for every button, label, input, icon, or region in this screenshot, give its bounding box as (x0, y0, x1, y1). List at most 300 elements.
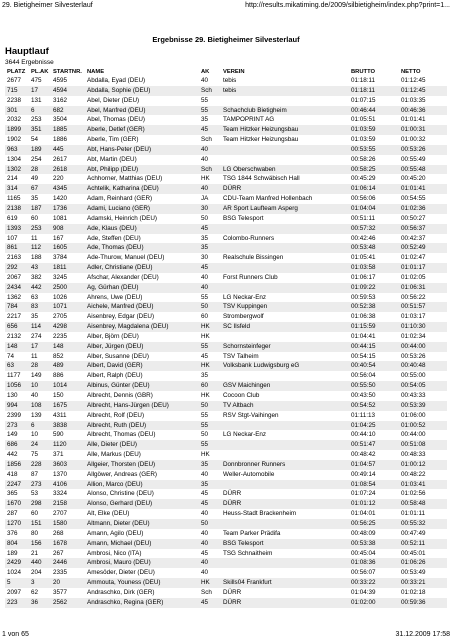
platz-cell: 273 (5, 421, 29, 431)
brutto-cell: 00:53:48 (349, 243, 399, 253)
ak-cell: 45 (201, 352, 209, 360)
startnr-cell: 4311 (53, 411, 67, 419)
verein-cell (221, 519, 349, 529)
column-header-name: NAME (87, 69, 105, 75)
table-row (5, 165, 447, 175)
table-row (5, 411, 447, 421)
table-row (5, 499, 447, 509)
platz-cell: 314 (5, 184, 29, 194)
netto-cell: 00:58:48 (399, 499, 447, 509)
verein-cell: Schornsteinfeger (221, 342, 349, 352)
netto-cell: 01:12:45 (399, 86, 447, 96)
table-row (5, 135, 447, 145)
platz-cell: 2217 (7, 313, 22, 321)
startnr-cell: 2562 (51, 598, 85, 608)
startnr-cell: 371 (53, 451, 64, 459)
name-cell: Adler, Christiane (DEU) (85, 263, 199, 273)
table-row (5, 204, 447, 214)
netto-cell: 00:53:39 (399, 401, 447, 411)
ak-cell: 55 (201, 96, 209, 104)
ak-cell: 60 (199, 381, 221, 391)
brutto-cell: 00:48:42 (351, 451, 376, 459)
pl-ak-cell: 60 (31, 510, 39, 518)
netto-cell: 01:03:35 (401, 96, 426, 104)
netto-cell: 00:46:36 (399, 106, 447, 116)
pl-ak-cell: 382 (31, 273, 42, 281)
table-row (5, 352, 447, 362)
ak-cell: 40 (199, 145, 221, 155)
verein-cell: Donnbronner Runners (221, 460, 349, 470)
verein-cell (221, 480, 349, 490)
table-row (5, 214, 447, 224)
table-row (5, 529, 447, 539)
startnr-cell: 1886 (53, 136, 68, 144)
name-cell: Andraschko, Dirk (GER) (87, 588, 155, 596)
netto-cell: 00:53:26 (401, 352, 426, 360)
name-cell: Albrecht, Hans-Jürgen (DEU) (85, 401, 199, 411)
pl-ak-cell: 21 (31, 549, 39, 557)
ak-cell: 45 (199, 499, 221, 509)
ak-cell: 45 (199, 125, 221, 135)
ak-cell: 45 (199, 598, 221, 608)
print-datetime: 31.12.2009 17:58 (395, 631, 450, 638)
pl-ak-cell: 10 (31, 431, 39, 439)
netto-cell: 00:50:27 (401, 214, 426, 222)
startnr-cell: 3324 (53, 490, 68, 498)
pl-ak-cell: 442 (29, 283, 51, 293)
ak-cell: 40 (199, 184, 221, 194)
verein-cell: BSG Telesport (221, 539, 349, 549)
verein-cell (221, 96, 349, 106)
name-cell: Allion, Marco (DEU) (85, 480, 199, 490)
brutto-cell: 01:03:58 (349, 263, 399, 273)
name-cell: Amesöder, Dieter (DEU) (87, 569, 155, 577)
name-cell: Alle, Dieter (DEU) (85, 440, 199, 450)
table-row (5, 440, 447, 450)
startnr-cell: 1736 (51, 204, 85, 214)
netto-cell: 01:01:17 (399, 263, 447, 273)
ak-cell: 45 (201, 490, 209, 498)
pl-ak-cell: 49 (31, 175, 39, 183)
netto-cell: 00:44:00 (399, 342, 447, 352)
table-row (5, 302, 447, 312)
startnr-cell: 1120 (51, 440, 85, 450)
pl-ak-cell: 131 (31, 96, 42, 104)
ak-cell: 50 (199, 401, 221, 411)
ak-cell: 40 (201, 155, 209, 163)
result-count: 3644 Ergebnisse (5, 59, 54, 66)
netto-cell: 00:53:49 (401, 569, 426, 577)
pl-ak-cell: 228 (29, 460, 51, 470)
results-table (5, 68, 447, 608)
brutto-cell: 00:59:53 (351, 293, 376, 301)
brutto-cell: 01:15:59 (349, 322, 399, 332)
pl-ak-cell: 112 (29, 243, 51, 253)
pl-ak-cell: 440 (29, 558, 51, 568)
verein-cell: Cocoon Club (223, 392, 260, 399)
verein-cell: GSV Maichingen (221, 381, 349, 391)
table-row (5, 430, 447, 440)
table-row (5, 391, 447, 401)
name-cell: Alonso, Christine (DEU) (87, 490, 154, 498)
ak-cell: 40 (199, 539, 221, 549)
netto-cell: 00:54:55 (401, 195, 426, 203)
platz-cell: 784 (5, 302, 29, 312)
platz-cell: 2138 (5, 204, 29, 214)
verein-cell: LG Oberschwaben (221, 165, 349, 175)
name-cell: Aisenbrey, Edgar (DEU) (87, 313, 155, 321)
startnr-cell: 267 (53, 549, 64, 557)
startnr-cell: 2500 (51, 283, 85, 293)
name-cell: Ammouta, Youness (DEU) (85, 578, 199, 588)
platz-cell: 2132 (7, 332, 22, 340)
pl-ak-cell: 253 (29, 224, 51, 234)
table-row (5, 342, 447, 352)
platz-cell: 1270 (5, 519, 29, 529)
name-cell: Alber, Susanne (DEU) (87, 352, 149, 360)
startnr-cell: 3245 (53, 273, 68, 281)
pl-ak-cell: 63 (31, 293, 39, 301)
verein-cell: RSV Stgt-Vaihingen (223, 411, 279, 419)
ak-cell: 45 (199, 263, 221, 273)
table-row (5, 115, 447, 125)
ak-cell: 40 (201, 510, 209, 518)
brutto-cell: 01:03:59 (351, 136, 376, 144)
ak-cell: HK (201, 392, 210, 399)
name-cell: Amann, Agilo (DEU) (87, 529, 144, 537)
name-cell: Albrecht, Rolf (DEU) (87, 411, 145, 419)
brutto-cell: 01:05:41 (351, 254, 376, 262)
table-row (5, 371, 447, 381)
ak-cell: 40 (201, 77, 209, 84)
verein-cell: TSV Kuppingen (221, 302, 349, 312)
startnr-cell: 4595 (53, 77, 68, 84)
brutto-cell: 01:08:36 (349, 558, 399, 568)
pl-ak-cell: 475 (31, 77, 42, 84)
pl-ak-cell: 24 (29, 440, 51, 450)
ak-cell: 40 (199, 283, 221, 293)
verein-cell: DÜRR (223, 490, 242, 498)
startnr-cell: 1081 (53, 214, 68, 222)
ak-cell: HK (201, 332, 210, 340)
netto-cell: 00:47:49 (401, 529, 426, 537)
netto-cell: 01:00:31 (399, 125, 447, 135)
name-cell: Ahrens, Uwe (DEU) (87, 293, 143, 301)
pl-ak-cell: 35 (31, 195, 39, 203)
netto-cell: 00:56:37 (399, 224, 447, 234)
startnr-cell: 2446 (51, 558, 85, 568)
name-cell: Alt, Elke (DEU) (87, 510, 130, 518)
startnr-cell: 1071 (51, 302, 85, 312)
pl-ak-cell: 83 (29, 302, 51, 312)
pl-ak-cell: 40 (31, 392, 39, 399)
verein-cell: Realschule Bissingen (223, 254, 284, 262)
pl-ak-cell: 35 (31, 313, 39, 321)
brutto-cell: 01:06:38 (351, 313, 376, 321)
brutto-cell: 00:54:15 (351, 352, 376, 360)
name-cell: Adami, Luciano (GER) (85, 204, 199, 214)
platz-cell: 1056 (5, 381, 29, 391)
table-row (5, 332, 447, 342)
pl-ak-cell: 156 (29, 539, 51, 549)
startnr-cell: 1675 (51, 401, 85, 411)
netto-cell: 00:42:37 (401, 234, 426, 242)
brutto-cell: 00:46:44 (349, 106, 399, 116)
netto-cell: 01:03:41 (399, 480, 447, 490)
netto-cell: 00:51:08 (399, 440, 447, 450)
startnr-cell: 4106 (51, 480, 85, 490)
netto-cell: 01:06:00 (401, 411, 426, 419)
platz-cell: 2399 (7, 411, 22, 419)
startnr-cell: 2617 (53, 155, 68, 163)
platz-cell: 376 (7, 529, 18, 537)
table-row (5, 76, 447, 86)
ak-cell: 35 (201, 116, 209, 124)
netto-cell: 00:55:49 (401, 155, 426, 163)
platz-cell: 2247 (5, 480, 29, 490)
name-cell: Amann, Michael (DEU) (85, 539, 199, 549)
verein-cell: TSG 1844 Schwäbisch Hall (223, 175, 300, 183)
verein-cell: Colombo-Runners (223, 234, 275, 242)
platz-cell: 149 (7, 431, 18, 439)
brutto-cell: 00:44:10 (351, 431, 376, 439)
ak-cell: 55 (201, 411, 209, 419)
table-row (5, 381, 447, 391)
ak-cell: 30 (199, 204, 221, 214)
table-row (5, 549, 447, 559)
brutto-cell: 01:06:14 (349, 184, 399, 194)
name-cell: Adam, Reinhard (GER) (87, 195, 153, 203)
name-cell: Albinus, Günter (DEU) (85, 381, 199, 391)
name-cell: Abt, Martin (DEU) (87, 155, 137, 163)
netto-cell: 01:02:18 (401, 588, 426, 596)
pl-ak-cell: 254 (31, 155, 42, 163)
brutto-cell: 01:02:00 (349, 598, 399, 608)
name-cell: Allgeier, Thorsten (DEU) (85, 460, 199, 470)
netto-cell: 01:01:11 (401, 510, 426, 518)
startnr-cell: 1885 (51, 125, 85, 135)
startnr-cell: 1580 (51, 519, 85, 529)
table-row (5, 155, 447, 165)
ak-cell: 40 (199, 558, 221, 568)
pl-ak-cell: 10 (29, 381, 51, 391)
table-row (5, 509, 447, 519)
platz-cell: 861 (5, 243, 29, 253)
verein-cell (221, 450, 349, 460)
ak-cell: HK (199, 361, 221, 371)
verein-cell: Strombergwolf (223, 313, 264, 321)
name-cell: Albrecht, Dennis (GBR) (87, 392, 153, 399)
pl-ak-cell: 43 (29, 263, 51, 273)
ak-cell: 30 (201, 254, 209, 262)
ak-cell: JA (201, 195, 209, 203)
startnr-cell: 1014 (51, 381, 85, 391)
netto-cell: 00:56:22 (401, 293, 426, 301)
pl-ak-cell: 53 (31, 490, 39, 498)
page-number: 1 von 65 (2, 631, 29, 638)
platz-cell: 715 (5, 86, 29, 96)
startnr-cell: 4345 (51, 184, 85, 194)
netto-cell: 00:55:32 (399, 519, 447, 529)
platz-cell: 1302 (5, 165, 29, 175)
name-cell: Allgöwer, Andreas (GER) (87, 470, 157, 478)
print-header (0, 0, 452, 12)
ak-cell: 35 (199, 460, 221, 470)
startnr-cell: 3784 (53, 254, 68, 262)
platz-cell: 2067 (7, 273, 22, 281)
brutto-cell: 00:52:38 (349, 302, 399, 312)
pl-ak-cell: 60 (31, 214, 39, 222)
pl-ak-cell: 204 (31, 569, 42, 577)
table-row (5, 450, 447, 460)
netto-cell: 00:45:01 (401, 549, 426, 557)
brutto-cell: 00:33:22 (349, 578, 399, 588)
platz-cell: 287 (7, 510, 18, 518)
ak-cell: 40 (201, 273, 209, 281)
platz-cell: 686 (5, 440, 29, 450)
netto-cell: 00:48:33 (401, 451, 426, 459)
name-cell: Aisenbrey, Magdalena (DEU) (85, 322, 199, 332)
name-cell: Achtelik, Katharina (DEU) (85, 184, 199, 194)
table-row (5, 243, 447, 253)
startnr-cell: 2158 (51, 499, 85, 509)
pl-ak-cell: 75 (31, 451, 39, 459)
pl-ak-cell: 54 (31, 136, 39, 144)
platz-cell: 994 (5, 401, 29, 411)
pl-ak-cell: 273 (29, 480, 51, 490)
platz-cell: 148 (5, 342, 29, 352)
ak-cell: 45 (201, 549, 209, 557)
table-row (5, 273, 447, 283)
verein-cell: CDU-Team Manfred Hollenbach (223, 195, 313, 203)
startnr-cell: 167 (53, 234, 64, 242)
brutto-cell: 00:56:07 (351, 569, 376, 577)
name-cell: Ade, Thomas (DEU) (85, 243, 199, 253)
platz-cell: 189 (7, 549, 18, 557)
pl-ak-cell: 351 (29, 125, 51, 135)
ak-cell: 50 (201, 431, 209, 439)
table-row (5, 460, 447, 470)
name-cell: Altmann, Dieter (DEU) (85, 519, 199, 529)
name-cell: Abt, Philipp (DEU) (85, 165, 199, 175)
name-cell: Alonso, Gerhard (DEU) (85, 499, 199, 509)
platz-cell: 1902 (7, 136, 22, 144)
pl-ak-cell: 36 (29, 598, 51, 608)
ak-cell: 40 (201, 470, 209, 478)
platz-cell: 1177 (7, 372, 21, 380)
netto-cell: 00:48:22 (401, 470, 426, 478)
verein-cell: DÜRR (221, 499, 349, 509)
verein-cell: LG Neckar-Enz (223, 293, 267, 301)
verein-cell (221, 224, 349, 234)
pl-ak-cell: 6 (29, 421, 51, 431)
platz-cell: 214 (7, 175, 18, 183)
name-cell: Albrecht, Thomas (DEU) (87, 431, 156, 439)
ak-cell: 35 (201, 234, 209, 242)
brutto-cell: 00:51:11 (351, 214, 376, 222)
table-row (5, 293, 447, 303)
table-row (5, 96, 447, 106)
print-footer (0, 628, 452, 638)
verein-cell: Schachclub Bietigheim (221, 106, 349, 116)
column-header-pl-ak: PL.AK (31, 69, 49, 75)
ak-cell: 50 (199, 519, 221, 529)
platz-cell: 2163 (7, 254, 22, 262)
startnr-cell: 268 (53, 529, 64, 537)
verein-cell: tebis (223, 77, 237, 84)
startnr-cell: 2335 (53, 569, 68, 577)
startnr-cell: 3162 (53, 96, 68, 104)
table-header-row (5, 68, 447, 76)
verein-cell (221, 440, 349, 450)
ak-cell: Sch (199, 86, 221, 96)
verein-cell: Weller-Automobile (223, 470, 275, 478)
brutto-cell: 01:01:12 (349, 499, 399, 509)
pl-ak-cell: 3 (29, 578, 51, 588)
platz-cell: 2434 (5, 283, 29, 293)
column-header-ak: AK (201, 69, 210, 75)
brutto-cell: 00:55:50 (349, 381, 399, 391)
table-row (5, 234, 447, 244)
name-cell: Ade, Steffen (DEU) (87, 234, 141, 242)
brutto-cell: 00:45:04 (351, 549, 376, 557)
ak-cell: HK (199, 578, 221, 588)
verein-cell (221, 332, 349, 342)
netto-cell: 01:00:52 (399, 421, 447, 431)
netto-cell: 01:02:05 (401, 273, 426, 281)
startnr-cell: 1678 (51, 539, 85, 549)
verein-cell: TV Altbach (221, 401, 349, 411)
brutto-cell: 01:08:54 (349, 480, 399, 490)
verein-cell: LG Neckar-Enz (223, 431, 267, 439)
platz-cell: 1856 (5, 460, 29, 470)
pl-ak-cell: 11 (31, 234, 38, 242)
netto-cell: 00:52:11 (399, 539, 447, 549)
startnr-cell: 1811 (51, 263, 85, 273)
verein-cell: Team Hitzker Heizungsbau (223, 136, 299, 144)
table-row (5, 174, 447, 184)
netto-cell: 01:12:45 (401, 77, 426, 84)
netto-cell: 01:01:41 (399, 184, 447, 194)
startnr-cell: 489 (51, 361, 85, 371)
platz-cell: 442 (7, 451, 18, 459)
verein-cell: Volksbank Ludwigsburg eG (221, 361, 349, 371)
pl-ak-cell: 67 (29, 184, 51, 194)
brutto-cell: 00:54:52 (349, 401, 399, 411)
verein-cell: BSG Telesport (223, 214, 264, 222)
pl-ak-cell: 87 (31, 470, 39, 478)
name-cell: Aberle, Tim (GER) (87, 136, 139, 144)
table-row (5, 470, 447, 480)
name-cell: Ambrosi, Nico (ITA) (87, 549, 142, 557)
ak-cell: 40 (201, 569, 209, 577)
pl-ak-cell: 189 (29, 145, 51, 155)
table-row (5, 480, 447, 490)
brutto-cell: 00:56:25 (349, 519, 399, 529)
table-row (5, 519, 447, 529)
brutto-cell: 00:53:38 (349, 539, 399, 549)
brutto-cell: 00:56:06 (351, 195, 376, 203)
brutto-cell: 01:07:15 (351, 96, 376, 104)
brutto-cell: 00:58:26 (351, 155, 376, 163)
platz-cell: 2429 (5, 558, 29, 568)
verein-cell: Team Hitzker Heizungsbau (221, 125, 349, 135)
netto-cell: 00:43:33 (401, 392, 426, 399)
startnr-cell: 1605 (51, 243, 85, 253)
netto-cell: 01:02:36 (399, 204, 447, 214)
pl-ak-cell: 62 (31, 588, 39, 596)
pl-ak-cell: 114 (29, 322, 51, 332)
